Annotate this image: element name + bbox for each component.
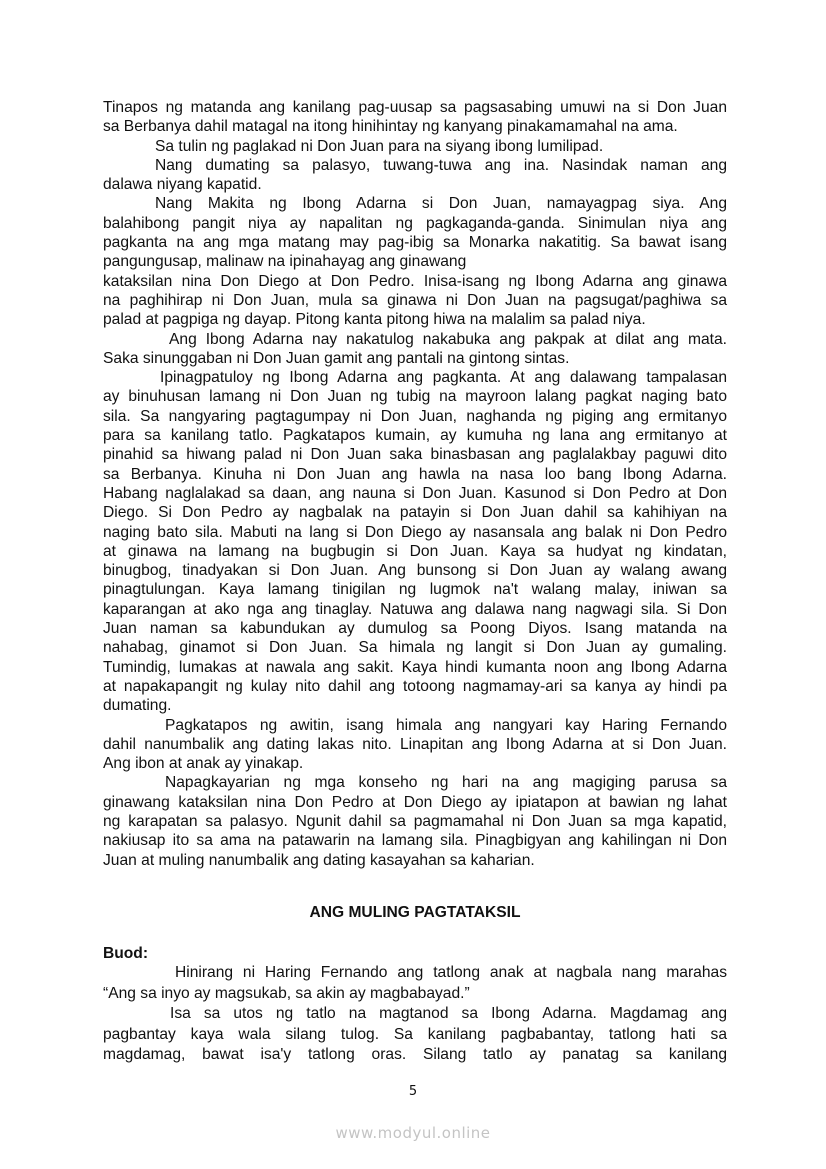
- text-line: para sa kanilang tatlo. Pagkatapos kumain, ay kumuha ng lana ang ermitanyo at: [103, 427, 727, 445]
- text-line: na paghihirap ni Don Juan, mula sa ginawa ni Don Juan na pagsugat/paghiwa sa: [103, 291, 727, 309]
- summary-body: [103, 963, 727, 1066]
- paragraph: [103, 98, 727, 137]
- text-line: Tumindig, lumakas at nawala ang sakit. Kaya hindi kumanta noon ang Ibong Adarna: [103, 658, 727, 676]
- text-line: Tinapos ng matanda ang kanilang pag-uusap sa pagsasabing umuwi na si Don Juan: [103, 99, 727, 116]
- text-line: ay binuhusan lamang ni Don Juan ng tubig na mayroon lalang pagkat naging bato: [103, 388, 727, 406]
- text-line: Habang naglalakad sa daan, ang nauna si Don Juan. Kasunod si Don Pedro at Don: [103, 484, 727, 502]
- text-line: naging bato sila. Mabuti na lang si Don Diego ay nasansala ang balak ni Don Pedro: [103, 523, 727, 541]
- text-line: Pagkatapos ng awitin, isang himala ang nangyari kay Haring Fernando: [165, 716, 727, 734]
- text-line: palad at pagpiga ng dayap. Pitong kanta pitong hiwa na malalim sa palad niya.: [103, 311, 646, 329]
- text-line: at napakapangit ng kulay nito dahil ang totoong nagmamay-ari sa kanya ay hindi pa: [103, 677, 727, 695]
- text-line: pagkanta na ang mga matang may pag-ibig sa Monarka nakatitig. Sa bawat isang: [103, 234, 727, 252]
- text-line: nahabag, ginamot si Don Juan. Sa himala ng langit si Don Juan ay gumaling.: [103, 639, 727, 657]
- text-line: pinahid sa hiwang palad ni Don Juan saka binasbasan ang paglalakbay paguwi dito: [103, 446, 727, 464]
- text-line: Saka sinunggaban ni Don Juan gamit ang pantali na gintong sintas.: [103, 349, 570, 367]
- paragraph: [103, 716, 727, 774]
- text-line: nakiusap ito sa ama na patawarin na lamang sila. Pinagbigyan ang kahilingan ni Don: [103, 832, 727, 850]
- text-line: Ang ibon at anak ay yinakap.: [103, 755, 304, 773]
- text-line: Ipinagpatuloy ng Ibong Adarna ang pagkanta. At ang dalawang tampalasan: [160, 369, 727, 387]
- text-line: pangungusap, malinaw na ipinahayag ang ginawang: [103, 253, 467, 271]
- paragraph: [103, 272, 727, 330]
- text-line: dumating.: [103, 697, 172, 715]
- text-line: Nang Makita ng Ibong Adarna si Don Juan, namayagpag siya. Ang: [155, 195, 727, 213]
- paragraph: [103, 330, 727, 369]
- page-number: 5: [408, 1084, 418, 1099]
- section-heading: ANG MULING PAGTATAKSIL: [309, 904, 521, 921]
- text-line: Nang dumating sa palasyo, tuwang-tuwa ang ina. Nasindak naman ang: [155, 156, 727, 174]
- watermark: www.modyul.online: [335, 1124, 491, 1142]
- text-line: kataksilan nina Don Diego at Don Pedro. Inisa-isang ng Ibong Adarna ang ginawa: [103, 272, 727, 290]
- text-line: Ang Ibong Adarna nay nakatulog nakabuka ang pakpak at dilat ang mata.: [169, 330, 727, 348]
- text-line: Isa sa utos ng tatlo na magtanod sa Ibong Adarna. Magdamag ang: [170, 1005, 727, 1022]
- text-line: “Ang sa inyo ay magsukab, sa akin ay magbabayad.”: [103, 984, 470, 1002]
- text-line: sila. Sa nangyaring pagtagumpay ni Don Juan, naghanda ng piging ang ermitanyo: [103, 407, 727, 425]
- paragraph: [103, 194, 727, 271]
- summary-subheading: Buod:: [103, 945, 149, 962]
- paragraph: [103, 773, 727, 869]
- story-body: [103, 98, 727, 870]
- text-line: binugbog, tinadyakan si Don Juan. Ang bunsong si Don Juan ay walang awang: [103, 562, 727, 580]
- text-line: at ginawa na lamang na bugbugin si Don Juan. Kaya sa hudyat ng kindatan,: [103, 542, 727, 560]
- paragraph: [103, 156, 727, 195]
- paragraph: [103, 963, 727, 1004]
- text-line: Diego. Si Don Pedro ay nagbalak na patayin si Don Juan dahil sa kahihiyan na: [103, 504, 727, 522]
- text-line: pinagtulungan. Kaya lamang tinigilan ng lugmok na't walang malay, iniwan sa: [103, 581, 727, 599]
- text-line: ginawang kataksilan nina Don Pedro at Don Diego ay ipiatapon at bawian ng lahat: [103, 793, 727, 811]
- text-line: sa Berbanya. Kinuha ni Don Juan ang hawla na nasa loo bang Ibong Adarna.: [103, 465, 727, 483]
- paragraph: [103, 368, 727, 715]
- text-line: dahil nanumbalik ang dating lakas nito. Linapitan ang Ibong Adarna at si Don Juan.: [103, 735, 727, 753]
- text-line: magdamag, bawat isa'y tatlong oras. Silang tatlo ay panatag sa kanilang: [103, 1046, 727, 1063]
- text-line: ng karapatan sa palasyo. Ngunit dahil sa pagmamahal ni Don Juan sa mga kapatid,: [103, 812, 727, 830]
- text-line: pagbantay kaya wala silang tulog. Sa kanilang pagbabantay, tatlong hati sa: [103, 1025, 727, 1043]
- text-line: Juan at muling nanumbalik ang dating kasayahan sa kaharian.: [103, 851, 535, 869]
- text-line: balahibong pangit niya ay napalitan ng pagkaganda-ganda. Sinimulan niya ang: [103, 214, 727, 232]
- text-line: Sa tulin ng paglakad ni Don Juan para na siyang ibong lumilipad.: [155, 137, 604, 155]
- paragraph: [103, 1004, 727, 1066]
- text-line: dalawa niyang kapatid.: [103, 176, 262, 194]
- paragraph: [103, 137, 727, 156]
- text-line: sa Berbanya dahil matagal na itong hinihintay ng kanyang pinakamamahal na ama.: [103, 118, 678, 136]
- text-line: Napagkayarian ng mga konseho ng hari na ang magiging parusa sa: [165, 774, 727, 792]
- text-line: Juan naman sa kabundukan ay dumulog sa Poong Diyos. Isang matanda na: [103, 620, 727, 638]
- text-line: Hinirang ni Haring Fernando ang tatlong anak at nagbala nang marahas: [175, 964, 727, 981]
- text-line: kaparangan at ako nga ang tinaglay. Natuwa ang dalawa nang nagwagi sila. Si Don: [103, 600, 727, 618]
